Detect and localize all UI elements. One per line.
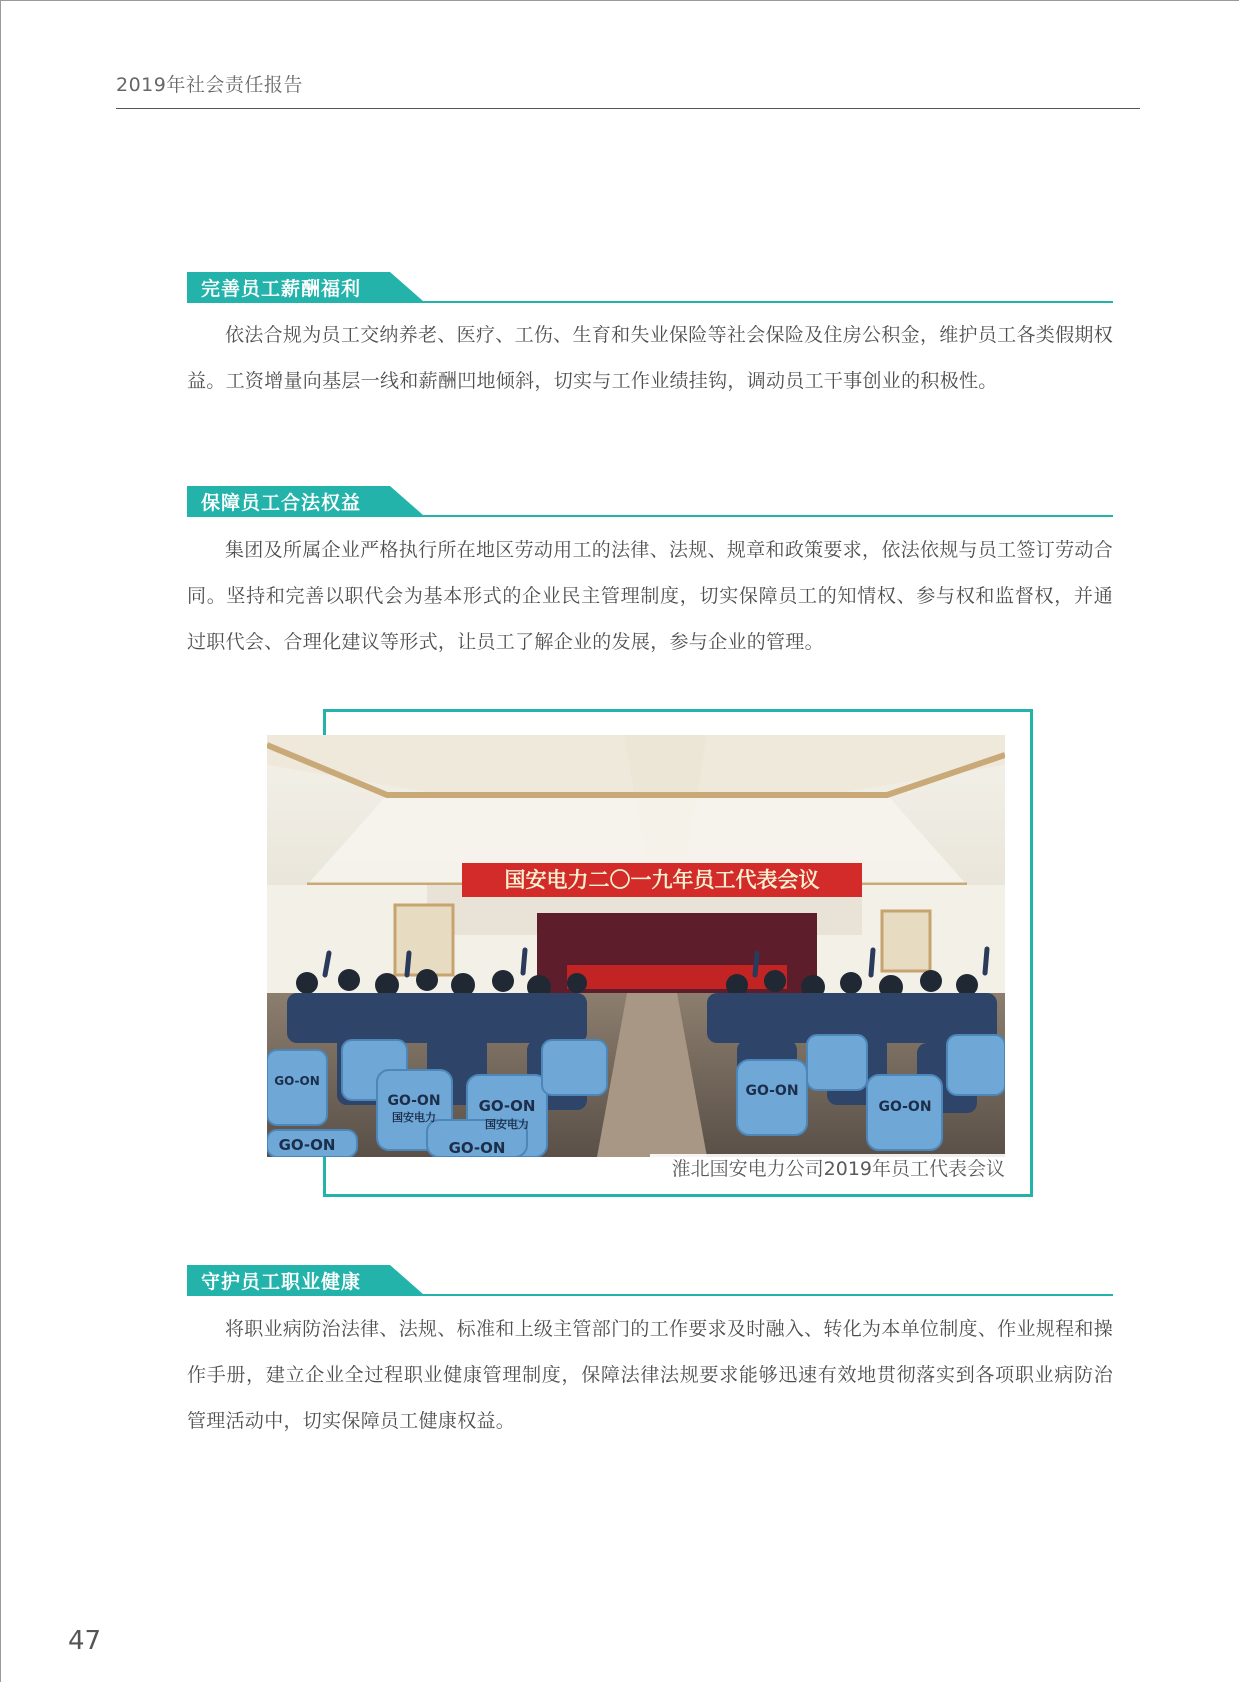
section-body-rights: 集团及所属企业严格执行所在地区劳动用工的法律、法规、规章和政策要求，依法依规与员工签订劳动合同。坚持和完善以职代会为基本形式的企业民主管理制度，切实保障员工的知情权、参与权和监督权，并通过职代会、合理化建议等形式，让员工了解企业的发展，参与企业的管理。 [187, 539, 1113, 653]
section-body-health: 将职业病防治法律、法规、标准和上级主管部门的工作要求及时融入、转化为本单位制度、作业规程和操作手册，建立企业全过程职业健康管理制度，保障法律法规要求能够迅速有效地贯彻落实到各项职业病防治管理活动中，切实保障员工健康权益。 [187, 1318, 1113, 1432]
photo-banner-text: 国安电力二〇一九年员工代表会议 [504, 868, 820, 892]
section-title: 保障员工合法权益 [201, 492, 362, 514]
section-title: 守护员工职业健康 [201, 1271, 362, 1293]
svg-text:GO-ON: GO-ON [387, 1093, 441, 1109]
header-rule [116, 108, 1140, 109]
section-heading-salary [187, 268, 1113, 304]
section-title: 完善员工薪酬福利 [201, 278, 362, 300]
svg-text:GO-ON: GO-ON [478, 1097, 536, 1115]
page-number: 47 [68, 1626, 102, 1656]
meeting-photo [267, 735, 1005, 1157]
running-header: 2019年社会责任报告 [116, 74, 303, 96]
section-body-salary: 依法合规为员工交纳养老、医疗、工伤、生育和失业保险等社会保险及住房公积金，维护员工各类假期权益。工资增量向基层一线和薪酬凹地倾斜，切实与工作业绩挂钩，调动员工干事创业的积极性。 [187, 324, 1113, 392]
svg-text:GO-ON: GO-ON [878, 1099, 932, 1115]
svg-text:GO-ON: GO-ON [448, 1139, 506, 1157]
section-heading-rights [187, 482, 1113, 518]
svg-text:国安电力: 国安电力 [392, 1111, 436, 1124]
section-heading-health [187, 1261, 1113, 1297]
svg-text:国安电力: 国安电力 [485, 1118, 529, 1131]
section-underline [187, 1294, 1113, 1296]
svg-text:GO-ON: GO-ON [274, 1074, 320, 1088]
section-underline [187, 515, 1113, 517]
svg-text:GO-ON: GO-ON [745, 1083, 799, 1099]
photo-caption: 淮北国安电力公司2019年员工代表会议 [650, 1154, 1005, 1181]
svg-text:GO-ON: GO-ON [278, 1136, 336, 1154]
section-underline [187, 301, 1113, 303]
